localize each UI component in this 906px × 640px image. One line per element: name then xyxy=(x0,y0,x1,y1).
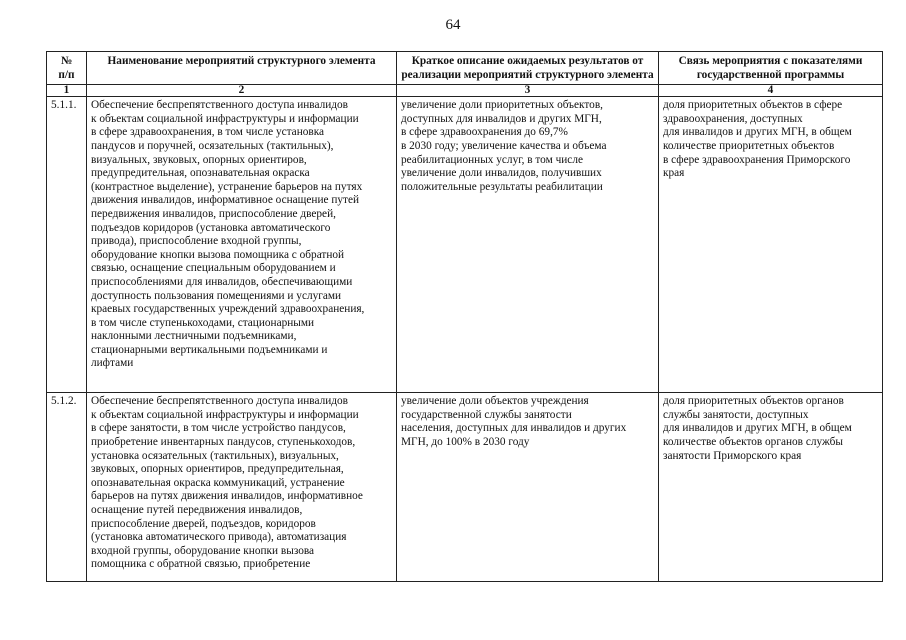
header-program-indicators: Связь мероприятия с показателями государственной программы xyxy=(659,52,883,85)
measure-name: Обеспечение беспрепятственного доступа инвалидов к объектам социальной инфраструктуры и информации в сфере здравоохранения, в том числе установка пандусов и поручней, осязательных (тактильных), визуальных, звуковых, опорных ориентиров, предупредительная, опознавательная окраска (контрастное выделение), устранение барьеров на путях движения инвалидов, информативное оснащение путей передвижения инвалидов, приспособление дверей, подъездов коридоров (установка автоматического привода), приспособление входной группы, оборудование кнопки вызова помощника с обратной связью, оснащение специальным оборудованием и приспособлениями для инвалидов, обеспечивающими доступность пользования помещениями и услугами краевых государственных учреждений здравоохранения, в том числе ступенькоходами, стационарными наклонными лестничными подъемниками, стационарными вертикальными подъемниками и лифтами xyxy=(87,97,397,393)
page-number: 64 xyxy=(445,17,461,33)
column-number-row xyxy=(47,85,883,97)
header-number: № п/п xyxy=(47,52,87,85)
header-row xyxy=(47,52,883,85)
expected-result: увеличение доли приоритетных объектов, доступных для инвалидов и других МГН, в сфере здравоохранения до 69,7% в 2030 году; увеличение качества и объема реабилитационных услуг, в том числе увеличение доли инвалидов, получивших положительные результаты реабилитации xyxy=(397,97,659,393)
column-number: 3 xyxy=(397,85,659,97)
column-number: 1 xyxy=(47,85,87,97)
measures-table xyxy=(46,51,883,582)
header-expected-results: Краткое описание ожидаемых результатов от реализации мероприятий структурного элемента xyxy=(397,52,659,85)
expected-result: увеличение доли объектов учреждения государственной службы занятости населения, доступных для инвалидов и других МГН, до 100% в 2030 году xyxy=(397,393,659,582)
program-indicator-link: доля приоритетных объектов органов службы занятости, доступных для инвалидов и других МГН, в общем количестве объектов органов службы занятости Приморского края xyxy=(659,393,883,582)
header-measure-name: Наименование мероприятий структурного элемента xyxy=(87,52,397,85)
table-row xyxy=(47,97,883,393)
row-number: 5.1.2. xyxy=(47,393,87,582)
program-indicator-link: доля приоритетных объектов в сфере здравоохранения, доступных для инвалидов и других МГН, в общем количестве приоритетных объектов в сфере здравоохранения Приморского края xyxy=(659,97,883,393)
table-row xyxy=(47,393,883,582)
column-number: 2 xyxy=(87,85,397,97)
row-number: 5.1.1. xyxy=(47,97,87,393)
column-number: 4 xyxy=(659,85,883,97)
measure-name: Обеспечение беспрепятственного доступа инвалидов к объектам социальной инфраструктуры и информации в сфере занятости, в том числе устройство пандусов, приобретение инвентарных пандусов, ступенькоходов, установка осязательных (тактильных), визуальных, звуковых, опорных ориентиров, предупредительная, опознавательная окраска коммуникаций, устранение барьеров на путях движения инвалидов, информативное оснащение путей передвижения инвалидов, приспособление дверей, подъездов, коридоров (установка автоматического привода), автоматизация входной группы, оборудование кнопки вызова помощника с обратной связью, приобретение xyxy=(87,393,397,582)
